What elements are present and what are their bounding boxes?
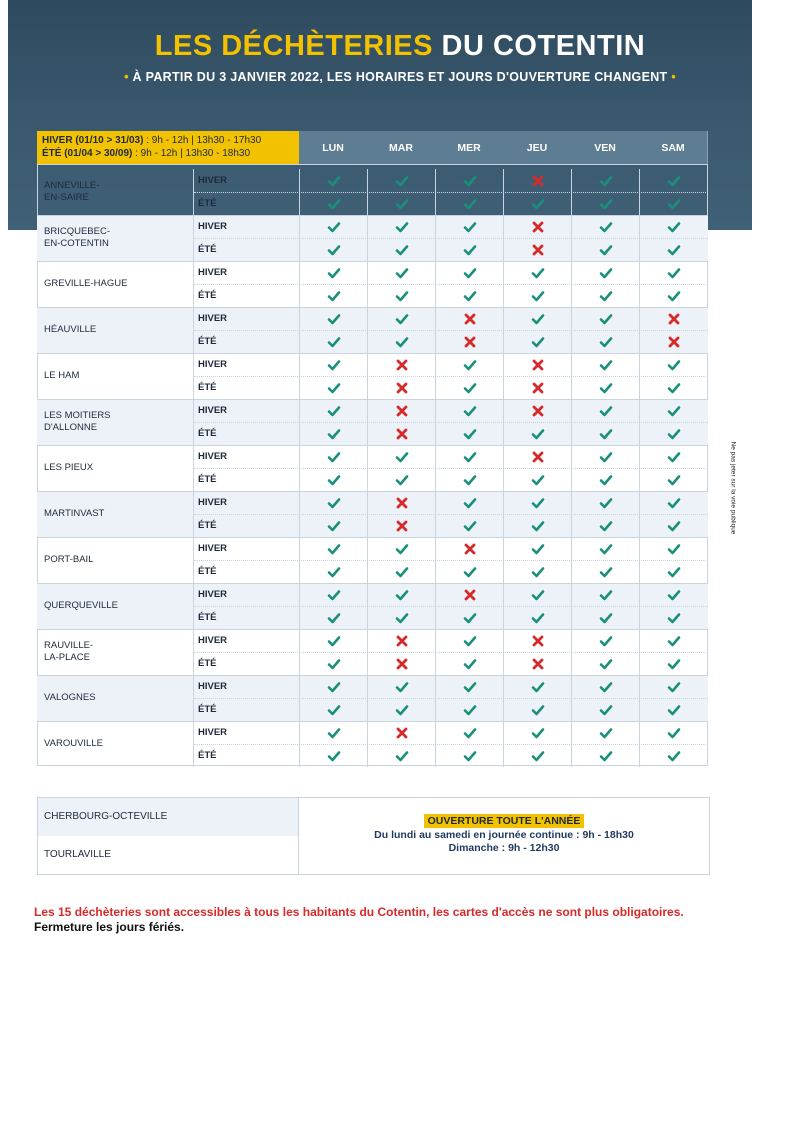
site-name: LES MOITIERS D'ALLONNE <box>44 410 111 433</box>
check-icon <box>639 376 707 399</box>
check-icon <box>639 698 707 721</box>
check-icon <box>571 491 639 514</box>
check-icon <box>503 491 571 514</box>
check-icon <box>367 583 435 606</box>
day-header-sam: SAM <box>639 131 708 164</box>
site-name: MARTINVAST <box>44 508 105 519</box>
site-name: HÉAUVILLE <box>44 324 97 335</box>
cross-icon <box>503 238 571 261</box>
check-icon <box>503 560 571 583</box>
check-icon <box>639 192 707 215</box>
cross-icon <box>503 629 571 652</box>
row-divider <box>194 192 708 193</box>
cross-icon <box>503 376 571 399</box>
row-divider <box>194 560 708 561</box>
check-icon <box>367 675 435 698</box>
check-icon <box>435 169 503 192</box>
season-label: ÉTÉ <box>193 330 299 353</box>
season-label: HIVER <box>193 215 299 238</box>
check-icon <box>367 284 435 307</box>
cross-icon <box>367 629 435 652</box>
season-label: ÉTÉ <box>193 422 299 445</box>
cross-icon <box>503 445 571 468</box>
check-icon <box>639 353 707 376</box>
cross-icon <box>435 307 503 330</box>
check-icon <box>299 629 367 652</box>
check-icon <box>299 468 367 491</box>
check-icon <box>435 399 503 422</box>
check-icon <box>367 560 435 583</box>
season-label: HIVER <box>193 721 299 744</box>
title-part2: DU COTENTIN <box>441 30 646 62</box>
check-icon <box>299 192 367 215</box>
season-label: HIVER <box>193 445 299 468</box>
check-icon <box>435 744 503 767</box>
site-name: VALOGNES <box>44 692 96 703</box>
check-icon <box>571 422 639 445</box>
check-icon <box>367 169 435 192</box>
check-icon <box>435 445 503 468</box>
check-icon <box>367 192 435 215</box>
season-label: HIVER <box>193 307 299 330</box>
cross-icon <box>639 307 707 330</box>
site-name: RAUVILLE- LA-PLACE <box>44 640 94 663</box>
check-icon <box>503 192 571 215</box>
check-icon <box>571 169 639 192</box>
check-icon <box>435 606 503 629</box>
check-icon <box>435 353 503 376</box>
check-icon <box>367 238 435 261</box>
check-icon <box>639 537 707 560</box>
check-icon <box>503 744 571 767</box>
season-label: ÉTÉ <box>193 652 299 675</box>
check-icon <box>571 215 639 238</box>
check-icon <box>571 514 639 537</box>
season-label: HIVER <box>193 491 299 514</box>
check-icon <box>639 606 707 629</box>
check-icon <box>299 652 367 675</box>
side-notice <box>727 432 739 544</box>
check-icon <box>435 652 503 675</box>
cross-icon <box>435 537 503 560</box>
check-icon <box>367 330 435 353</box>
check-icon <box>639 468 707 491</box>
check-icon <box>299 422 367 445</box>
check-icon <box>639 445 707 468</box>
access-note: Les 15 déchèteries sont accessibles à tous les habitants du Cotentin, les cartes d'accès ne sont plus obligatoires. <box>34 905 684 919</box>
check-icon <box>639 422 707 445</box>
check-icon <box>299 537 367 560</box>
page-title <box>0 30 800 63</box>
cross-icon <box>367 353 435 376</box>
check-icon <box>435 215 503 238</box>
holiday-note: Fermeture les jours fériés. <box>34 920 185 934</box>
check-icon <box>639 514 707 537</box>
check-icon <box>639 399 707 422</box>
check-icon <box>367 606 435 629</box>
check-icon <box>299 261 367 284</box>
check-icon <box>435 560 503 583</box>
check-icon <box>639 169 707 192</box>
check-icon <box>299 284 367 307</box>
cross-icon <box>367 376 435 399</box>
year-round-weekday-hours: Du lundi au samedi en journée continue : 9h - 18h30 <box>374 829 634 841</box>
check-icon <box>639 261 707 284</box>
cross-icon <box>503 169 571 192</box>
check-icon <box>367 261 435 284</box>
season-label: ÉTÉ <box>193 284 299 307</box>
season-label: HIVER <box>193 399 299 422</box>
check-icon <box>299 560 367 583</box>
site-name: ANNEVILLE- EN-SAIRE <box>44 180 100 203</box>
title-part1: LES DÉCHÈTERIES <box>154 30 433 62</box>
check-icon <box>503 721 571 744</box>
check-icon <box>299 169 367 192</box>
check-icon <box>639 629 707 652</box>
row-divider <box>194 284 708 285</box>
check-icon <box>639 744 707 767</box>
day-header-mar: MAR <box>367 131 436 164</box>
check-icon <box>435 675 503 698</box>
row-divider <box>194 514 708 515</box>
check-icon <box>639 491 707 514</box>
check-icon <box>367 468 435 491</box>
check-icon <box>639 652 707 675</box>
check-icon <box>299 491 367 514</box>
check-icon <box>571 721 639 744</box>
cross-icon <box>367 422 435 445</box>
check-icon <box>571 238 639 261</box>
check-icon <box>571 537 639 560</box>
cross-icon <box>639 330 707 353</box>
check-icon <box>299 376 367 399</box>
subtitle <box>0 70 800 84</box>
check-icon <box>571 353 639 376</box>
check-icon <box>503 307 571 330</box>
check-icon <box>571 468 639 491</box>
day-header-lun: LUN <box>299 131 368 164</box>
check-icon <box>639 721 707 744</box>
season-label: ÉTÉ <box>193 606 299 629</box>
row-divider <box>194 238 708 239</box>
legend-ete-hours: : 9h - 12h | 13h30 - 18h30 <box>132 148 251 159</box>
check-icon <box>639 284 707 307</box>
year-round-sunday-hours: Dimanche : 9h - 12h30 <box>448 842 560 854</box>
check-icon <box>571 675 639 698</box>
check-icon <box>299 330 367 353</box>
subtitle-text: À PARTIR DU 3 JANVIER 2022, LES HORAIRES ET JOURS D'OUVERTURE CHANGENT <box>132 70 668 84</box>
check-icon <box>503 330 571 353</box>
cross-icon <box>367 721 435 744</box>
check-icon <box>435 491 503 514</box>
check-icon <box>435 514 503 537</box>
check-icon <box>571 192 639 215</box>
season-label: HIVER <box>193 629 299 652</box>
check-icon <box>571 307 639 330</box>
check-icon <box>435 698 503 721</box>
check-icon <box>639 583 707 606</box>
row-divider <box>194 606 708 607</box>
site-cherbourg: CHERBOURG-OCTEVILLE <box>38 798 298 836</box>
check-icon <box>299 744 367 767</box>
check-icon <box>299 675 367 698</box>
site-name: LES PIEUX <box>44 462 94 473</box>
day-header-jeu: JEU <box>503 131 572 164</box>
cross-icon <box>503 652 571 675</box>
season-label: ÉTÉ <box>193 238 299 261</box>
day-header-ven: VEN <box>571 131 640 164</box>
check-icon <box>367 537 435 560</box>
check-icon <box>571 744 639 767</box>
cross-icon <box>367 399 435 422</box>
cross-icon <box>503 353 571 376</box>
site-name: QUERQUEVILLE <box>44 600 118 611</box>
check-icon <box>435 468 503 491</box>
check-icon <box>299 606 367 629</box>
site-name: LE HAM <box>44 370 80 381</box>
check-icon <box>435 376 503 399</box>
year-round-badge: OUVERTURE TOUTE L'ANNÉE <box>424 814 585 828</box>
check-icon <box>435 721 503 744</box>
year-round-info <box>298 798 709 874</box>
site-name: BRICQUEBEC- EN-COTENTIN <box>44 226 110 249</box>
day-header-mer: MER <box>435 131 504 164</box>
check-icon <box>299 399 367 422</box>
subtitle-bullet-right: • <box>671 70 676 84</box>
season-label: HIVER <box>193 169 299 192</box>
check-icon <box>299 445 367 468</box>
check-icon <box>367 215 435 238</box>
season-label: ÉTÉ <box>193 514 299 537</box>
check-icon <box>435 629 503 652</box>
season-label: ÉTÉ <box>193 744 299 767</box>
cross-icon <box>503 399 571 422</box>
site-tourlaville: TOURLAVILLE <box>44 849 111 860</box>
season-label: HIVER <box>193 261 299 284</box>
season-label: HIVER <box>193 583 299 606</box>
check-icon <box>503 606 571 629</box>
check-icon <box>299 238 367 261</box>
check-icon <box>503 422 571 445</box>
cross-icon <box>435 583 503 606</box>
year-round-box <box>37 797 710 875</box>
check-icon <box>435 192 503 215</box>
check-icon <box>571 330 639 353</box>
check-icon <box>299 307 367 330</box>
season-label: HIVER <box>193 537 299 560</box>
hours-legend <box>37 131 299 164</box>
row-divider <box>194 698 708 699</box>
cross-icon <box>367 652 435 675</box>
season-label: HIVER <box>193 353 299 376</box>
check-icon <box>571 606 639 629</box>
check-icon <box>571 629 639 652</box>
season-label: ÉTÉ <box>193 376 299 399</box>
side-notice-text: Ne pas jeter sur la voie publique <box>729 441 737 535</box>
season-label: ÉTÉ <box>193 698 299 721</box>
check-icon <box>639 238 707 261</box>
check-icon <box>299 583 367 606</box>
check-icon <box>435 422 503 445</box>
legend-ete-label: ÉTÉ (01/04 > 30/09) <box>42 148 133 159</box>
check-icon <box>435 238 503 261</box>
check-icon <box>503 537 571 560</box>
check-icon <box>639 215 707 238</box>
subtitle-bullet-left: • <box>124 70 129 84</box>
check-icon <box>503 468 571 491</box>
check-icon <box>503 583 571 606</box>
check-icon <box>299 215 367 238</box>
check-icon <box>571 445 639 468</box>
check-icon <box>639 560 707 583</box>
legend-hiver-label: HIVER (01/10 > 31/03) <box>42 135 144 146</box>
cross-icon <box>367 514 435 537</box>
legend-hiver-hours: : 9h - 12h | 13h30 - 17h30 <box>143 135 262 146</box>
site-name: GREVILLE-HAGUE <box>44 278 128 289</box>
check-icon <box>503 698 571 721</box>
check-icon <box>571 652 639 675</box>
check-icon <box>367 307 435 330</box>
season-label: ÉTÉ <box>193 560 299 583</box>
row-divider <box>194 376 708 377</box>
site-name: PORT-BAIL <box>44 554 94 565</box>
season-label: ÉTÉ <box>193 468 299 491</box>
check-icon <box>299 353 367 376</box>
check-icon <box>571 698 639 721</box>
cross-icon <box>503 215 571 238</box>
season-label: HIVER <box>193 675 299 698</box>
check-icon <box>571 376 639 399</box>
check-icon <box>299 514 367 537</box>
site-name: VAROUVILLE <box>44 738 103 749</box>
check-icon <box>571 583 639 606</box>
row-divider <box>194 330 708 331</box>
check-icon <box>435 261 503 284</box>
cross-icon <box>367 491 435 514</box>
check-icon <box>367 445 435 468</box>
check-icon <box>503 261 571 284</box>
check-icon <box>571 284 639 307</box>
check-icon <box>299 698 367 721</box>
check-icon <box>639 675 707 698</box>
check-icon <box>571 560 639 583</box>
check-icon <box>435 284 503 307</box>
check-icon <box>571 399 639 422</box>
check-icon <box>299 721 367 744</box>
row-divider <box>194 422 708 423</box>
season-label: ÉTÉ <box>193 192 299 215</box>
row-divider <box>194 468 708 469</box>
cross-icon <box>435 330 503 353</box>
check-icon <box>503 514 571 537</box>
check-icon <box>367 698 435 721</box>
check-icon <box>367 744 435 767</box>
check-icon <box>503 675 571 698</box>
row-divider <box>194 652 708 653</box>
row-divider <box>194 744 708 745</box>
check-icon <box>571 261 639 284</box>
check-icon <box>503 284 571 307</box>
